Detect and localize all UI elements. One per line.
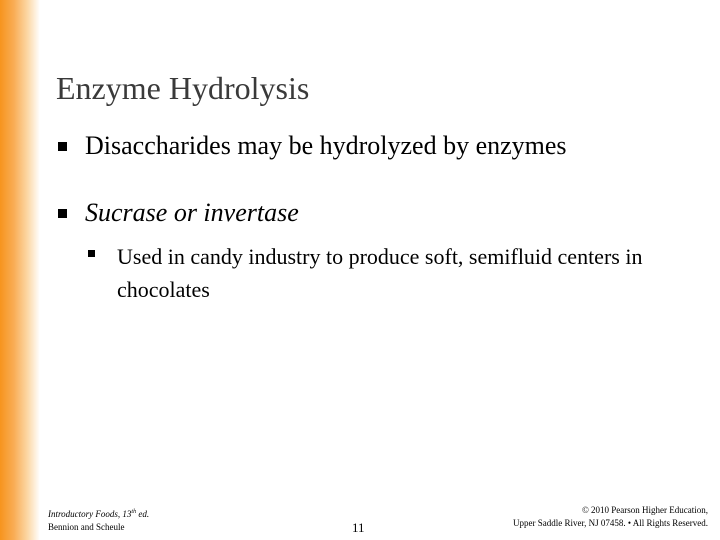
- sub-bullet-item: [88, 240, 677, 306]
- book-authors: Bennion and Scheule: [48, 522, 125, 532]
- sub-bullet-text: Used in candy industry to produce soft, semifluid centers in chocolates: [117, 244, 643, 302]
- slide-title: Enzyme Hydrolysis: [56, 70, 310, 106]
- book-title: Introductory Foods, 13th ed.: [48, 509, 150, 519]
- square-bullet-icon: [88, 250, 95, 257]
- copyright-line: © 2010 Pearson Higher Education,: [581, 505, 708, 515]
- page-number: 11: [352, 520, 365, 535]
- bullet-item: [58, 198, 299, 228]
- square-bullet-icon: [58, 209, 67, 218]
- footer-citation: [48, 506, 149, 534]
- bullet-text: Sucrase or invertase: [85, 198, 299, 227]
- bullet-item: [58, 131, 567, 161]
- bullet-text: Disaccharides may be hydrolyzed by enzymes: [85, 131, 567, 160]
- copyright-line: Upper Saddle River, NJ 07458. • All Rights Reserved.: [512, 518, 708, 528]
- decorative-side-band: [0, 0, 40, 540]
- footer-copyright: [513, 504, 708, 530]
- square-bullet-icon: [58, 142, 67, 151]
